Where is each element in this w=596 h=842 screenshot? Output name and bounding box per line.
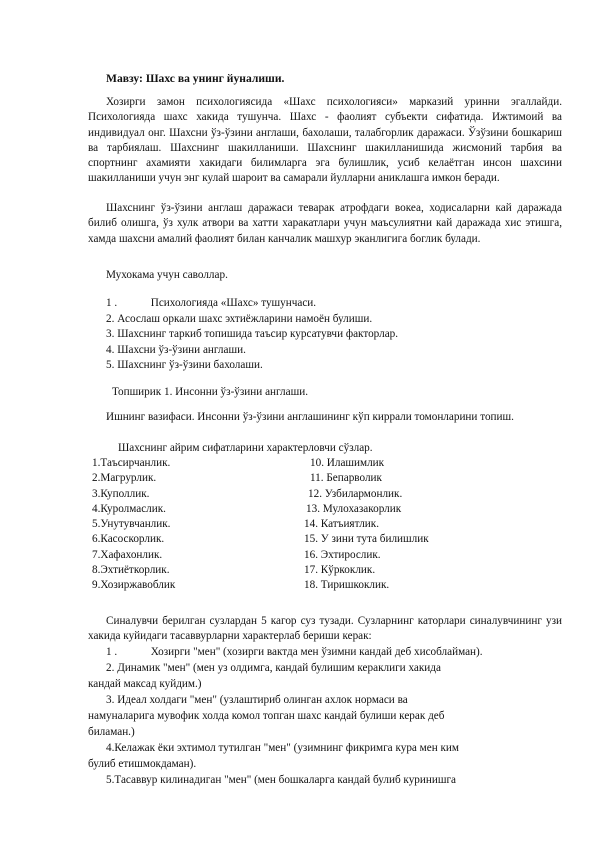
list-item: биламан.) <box>88 726 135 738</box>
trait-item: 6.Касоскорлик. <box>92 533 165 546</box>
question-item: 2. Асослаш оркали шахс эхтиёжларини намоён булиши. <box>106 313 373 325</box>
list-item: булиб етишмокдаман). <box>88 758 197 770</box>
trait-item: 12. Узбилармонлик. <box>308 487 403 500</box>
traits-left-column <box>92 456 175 594</box>
trait-item: 2.Магрурлик. <box>92 472 157 485</box>
list-item: 4.Келажак ёки эхтимол тутилган "мен" (узимнинг фикримга кура мен ким <box>106 742 459 754</box>
document-title: Мавзу: Шахс ва унинг йуналиши. <box>106 72 285 85</box>
list-item: 1 . Хозирги "мен" (хозирги вактда мен ўзимни кандай деб хисоблайман). <box>106 646 483 658</box>
intro-paragraph-1: Хозирги замон психологиясида «Шахс психологияси» марказий уринни эгаллайди. Психологияда шахс хакида тушунча. Шахс - фаолият субъекти сифатида. Ижтимоий ва индивидуал онг. Шахсни ўз-ўзини англаши, бахолаши, талабгорлик даражаси. Ўзўзини бошкариш ва тарбиялаш. Шахснинг шакилланиши. Шахснинг шакилланишида жисмоний тарбия ва спортнинг ахамияти хакидаги билимларга эга булишлик, усиб келаётган инсон шахсини шакилланиши учун энг кулай шароит ва самарали йулларни аниклашга имкон беради. <box>88 96 562 185</box>
trait-item: 11. Бепарволик <box>310 472 382 485</box>
list-item: кандай максад куйдим.) <box>88 678 202 690</box>
trait-item: 13. Мулохазакорлик <box>306 502 402 515</box>
trait-item: 18. Тиришкоклик. <box>304 579 390 592</box>
list-item: 5.Тасаввур килинадиган "мен" (мен бошкаларга кандай булиб куринишга <box>106 774 457 786</box>
trait-item: 1.Таъсирчанлик. <box>92 457 171 469</box>
trait-item: 17. Кўркоклик. <box>304 564 376 577</box>
question-item: 5. Шахснинг ўз-ўзини бахолаши. <box>106 359 263 371</box>
trait-item: 8.Эхтиёткорлик. <box>92 564 170 577</box>
list-item: 2. Динамик "мен" (мен уз олдимга, кандай булишим кераклиги хакида <box>106 662 441 674</box>
intro-paragraph-2: Шахснинг ўз-ўзини англаш даражаси теварак атрофдаги вокеа, ходисаларни кай даражада билиб олишга, ўз хулк атвори ва хатти харакатлари учун маъсулиятни кай даражада хис этишга, хамда шахсни амалий фаолият билан канчалик машхур эканлигига боглик булади. <box>88 202 562 245</box>
traits-right-column <box>304 456 429 594</box>
instruction-paragraph: Синалувчи берилган сузлардан 5 кагор суз тузади. Сузларнинг каторлари синалувчининг узи хакида куйидаги тасаввурларни характерлаб бериши керак: <box>88 615 562 643</box>
trait-item: 9.Хозиржавоблик <box>92 579 176 592</box>
question-item: 4. Шахсни ўз-ўзини англаши. <box>106 344 246 356</box>
trait-item: 3.Куполлик. <box>92 487 150 500</box>
list-item: намуналарига мувофик холда комол топган шахс кандай булиши керак деб <box>88 710 445 722</box>
task-heading: Топширик 1. Инсонни ўз-ўзини англаши. <box>112 386 308 398</box>
question-item: 3. Шахснинг таркиб топишида таъсир курсатувчи факторлар. <box>106 328 399 340</box>
trait-item: 14. Катъиятлик. <box>304 518 379 531</box>
traits-heading: Шахснинг айрим сифатларини характерловчи сўзлар. <box>118 442 373 454</box>
trait-item: 4.Куролмаслик. <box>92 502 166 515</box>
list-item: 3. Идеал холдаги "мен" (узлаштириб олинган ахлок нормаси ва <box>106 694 408 706</box>
question-item: 1 . Психологияда «Шахс» тушунчаси. <box>106 297 317 309</box>
trait-item: 15. У зини тута билишлик <box>304 533 429 546</box>
trait-item: 5.Унутувчанлик. <box>92 518 171 531</box>
trait-item: 16. Эхтирослик. <box>304 548 381 561</box>
discussion-heading: Мухокама учун саволлар. <box>106 269 228 281</box>
trait-item: 7.Хафахонлик. <box>92 548 163 561</box>
task-purpose: Ишнинг вазифаси. Инсонни ўз-ўзини англашининг кўп киррали томонларини топиш. <box>106 411 514 423</box>
trait-item: 10. Илашимлик <box>310 457 385 469</box>
